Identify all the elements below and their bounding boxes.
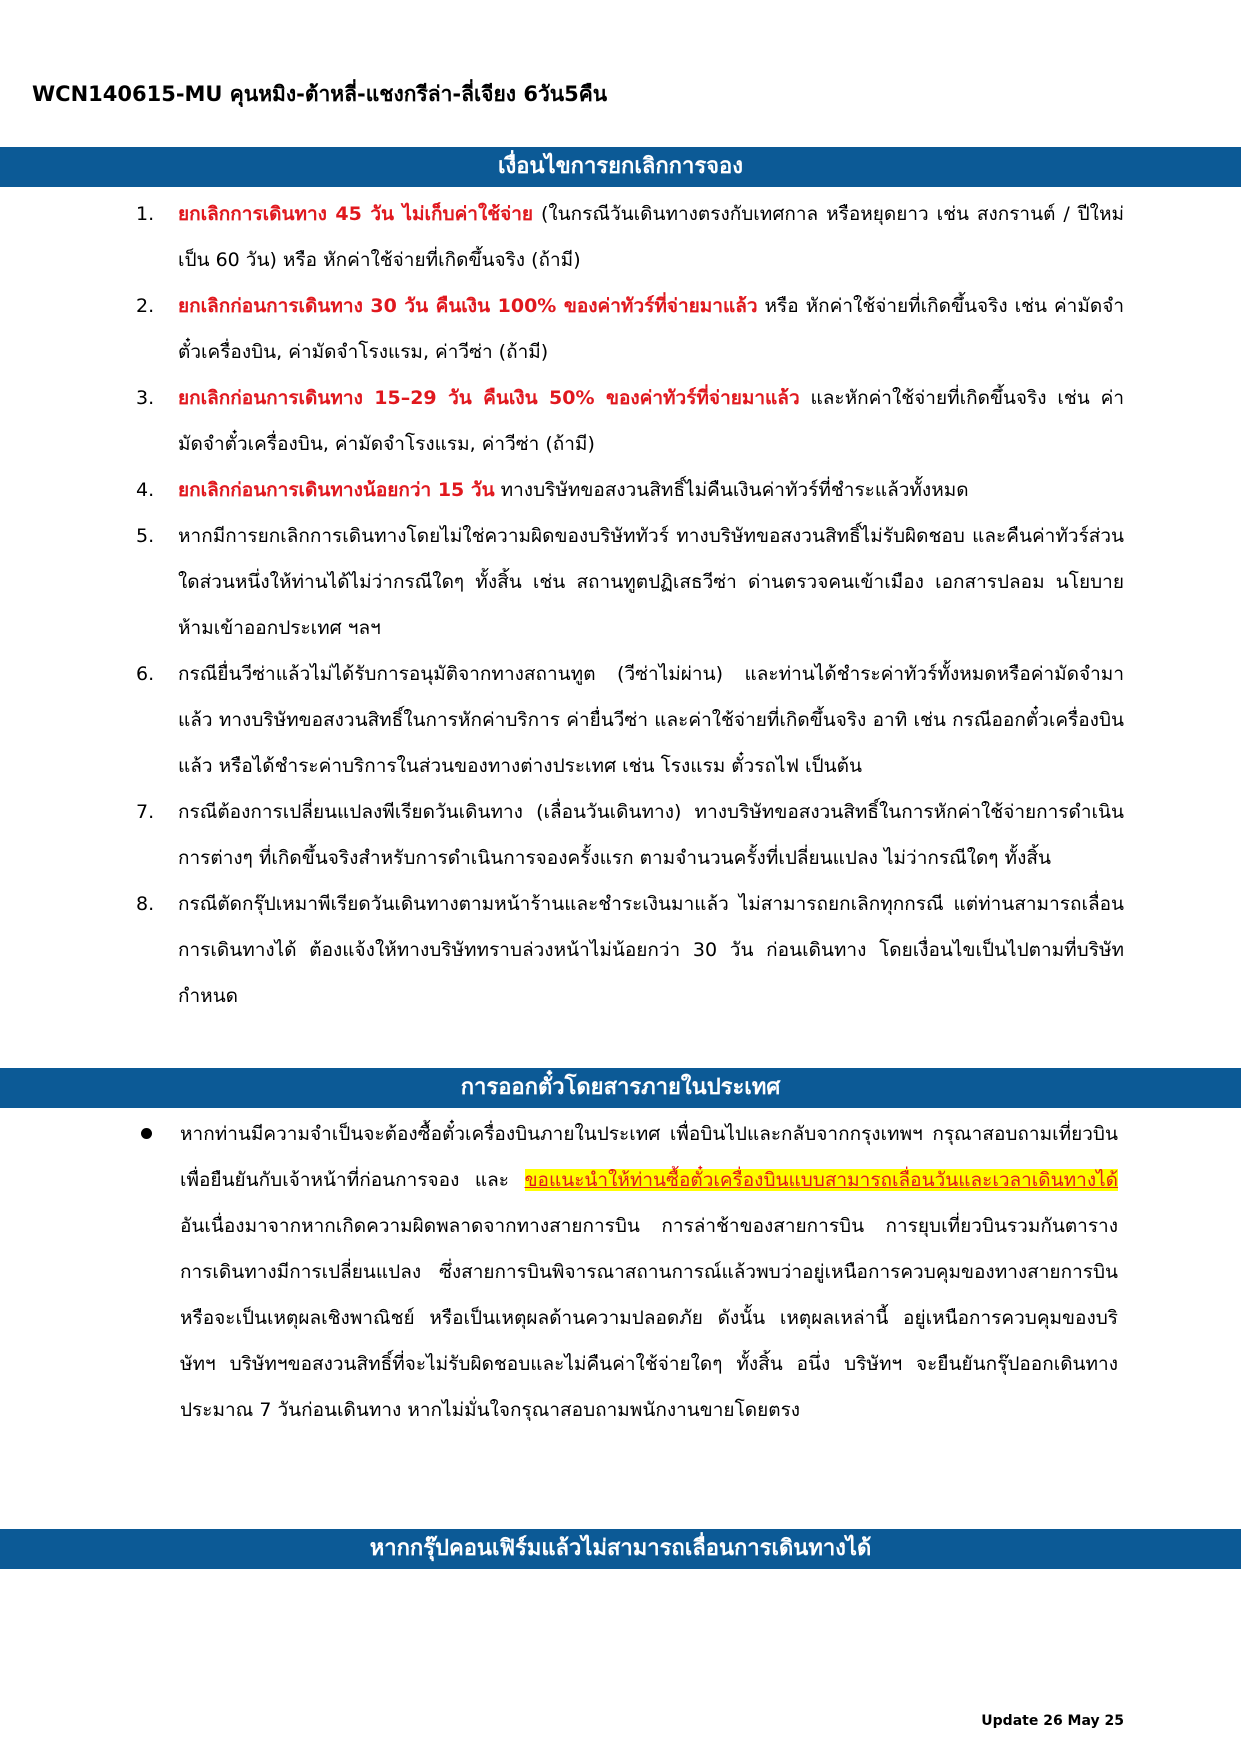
notice-text: หากท่านมีความจำเป็นจะต้องซื้อตั๋วเครื่องบินภายในประเทศ เพื่อบินไปและกลับจากกรุงเทพฯ กรุณาสอบถามเที่ยวบินเพื่อยืนยันกับเจ้าหน้าที่ก่อนการจอง และ bbox=[180, 1123, 1118, 1191]
update-date: Update 26 May 25 bbox=[981, 1713, 1124, 1729]
item-text: กรณีต้องการเปลี่ยนแปลงพีเรียดวันเดินทาง (เลื่อนวันเดินทาง) ทางบริษัทขอสงวนสิทธิ์ในการหักค่าใช้จ่ายการดำเนินการต่างๆ ที่เกิดขึ้นจริงสำหรับการดำเนินการจองครั้งแรก ตามจำนวนครั้งที่เปลี่ยนแปลง ไม่ว่ากรณีใดๆ ทั้งสิ้น bbox=[178, 801, 1124, 869]
cancellation-list bbox=[0, 191, 1241, 1019]
item-text: ทางบริษัทขอสงวนสิทธิ์ไม่คืนเงินค่าทัวร์ที่ชำระแล้วทั้งหมด bbox=[494, 479, 969, 501]
item-number: 4. bbox=[136, 479, 155, 501]
item-emphasis: ยกเลิกการเดินทาง 45 วัน ไม่เก็บค่าใช้จ่าย bbox=[178, 203, 534, 225]
list-item bbox=[0, 789, 1241, 881]
item-text: หากมีการยกเลิกการเดินทางโดยไม่ใช่ความผิดของบริษัททัวร์ ทางบริษัทขอสงวนสิทธิ์ไม่รับผิดชอบ และคืนค่าทัวร์ส่วนใดส่วนหนึ่งให้ท่านได้ไม่ว่ากรณีใดๆ ทั้งสิ้น เช่น สถานทูตปฏิเสธวีซ่า ด่านตรวจคนเข้าเมือง เอกสารปลอม นโยบายห้ามเข้าออกประเทศ ฯลฯ bbox=[178, 525, 1124, 639]
list-item bbox=[0, 375, 1241, 467]
list-item bbox=[0, 191, 1241, 283]
item-emphasis: ยกเลิกก่อนการเดินทาง 15–29 วัน คืนเงิน 50% ของค่าทัวร์ที่จ่ายมาแล้ว bbox=[178, 387, 800, 409]
list-item bbox=[0, 513, 1241, 651]
item-number: 5. bbox=[136, 525, 155, 547]
item-number: 1. bbox=[136, 203, 155, 225]
item-text: กรณีตัดกรุ๊ปเหมาพีเรียดวันเดินทางตามหน้าร้านและชำระเงินมาแล้ว ไม่สามารถยกเลิกทุกกรณี แต่ท่านสามารถเลื่อนการเดินทางได้ ต้องแจ้งให้ทางบริษัททราบล่วงหน้าไม่น้อยกว่า 30 วัน ก่อนเดินทาง โดยเงื่อนไขเป็นไปตามที่บริษัทกำหนด bbox=[178, 893, 1124, 1007]
item-text: กรณียื่นวีซ่าแล้วไม่ได้รับการอนุมัติจากทางสถานทูต (วีซ่าไม่ผ่าน) และท่านได้ชำระค่าทัวร์ทั้งหมดหรือค่ามัดจำมาแล้ว ทางบริษัทขอสงวนสิทธิ์ในการหักค่าบริการ ค่ายื่นวีซ่า และค่าใช้จ่ายที่เกิดขึ้นจริง อาทิ เช่น กรณีออกตั๋วเครื่องบินแล้ว หรือได้ชำระค่าบริการในส่วนของทางต่างประเทศ เช่น โรงแรม ตั๋วรถไฟ เป็นต้น bbox=[178, 663, 1124, 777]
list-item bbox=[0, 881, 1241, 1019]
item-text: หรือ หักค่าใช้จ่ายที่เกิดขึ้นจริง เช่น ค่ามัดจำตั๋วเครื่องบิน, ค่ามัดจำโรงแรม, ค่าวีซ่า (ถ้ามี) bbox=[178, 295, 1124, 363]
list-item bbox=[0, 651, 1241, 789]
item-text: (ในกรณีวันเดินทางตรงกับเทศกาล หรือหยุดยาว เช่น สงกรานต์ / ปีใหม่ เป็น 60 วัน) หรือ หักค่าใช้จ่ายที่เกิดขึ้นจริง (ถ้ามี) bbox=[178, 203, 1124, 271]
item-number: 6. bbox=[136, 663, 155, 685]
item-number: 3. bbox=[136, 387, 155, 409]
bullet-icon bbox=[141, 1128, 152, 1139]
group-confirmed-header: หากกรุ๊ปคอนเฟิร์มแล้วไม่สามารถเลื่อนการเดินทางได้ bbox=[0, 1529, 1241, 1569]
item-emphasis: ยกเลิกก่อนการเดินทาง 30 วัน คืนเงิน 100% ของค่าทัวร์ที่จ่ายมาแล้ว bbox=[178, 295, 758, 317]
item-number: 8. bbox=[136, 893, 155, 915]
item-text: และหักค่าใช้จ่ายที่เกิดขึ้นจริง เช่น ค่ามัดจำตั๋วเครื่องบิน, ค่ามัดจำโรงแรม, ค่าวีซ่า (ถ้ามี) bbox=[178, 387, 1124, 455]
item-emphasis: ยกเลิกก่อนการเดินทางน้อยกว่า 15 วัน bbox=[178, 479, 495, 501]
list-item bbox=[0, 467, 1241, 513]
cancellation-conditions-header: เงื่อนไขการยกเลิกการจอง bbox=[0, 147, 1241, 187]
item-number: 2. bbox=[136, 295, 155, 317]
highlighted-advice: ขอแนะนำให้ท่านซื้อตั๋วเครื่องบินแบบสามารถเลื่อนวันและเวลาเดินทางได้ bbox=[524, 1169, 1118, 1191]
document-title: WCN140615-MU คุนหมิง-ต้าหลี่-แชงกรีล่า-ลี่เจียง 6วัน5คืน bbox=[32, 82, 608, 106]
domestic-ticket-header: การออกตั๋วโดยสารภายในประเทศ bbox=[0, 1068, 1241, 1108]
notice-text-continued: อันเนื่องมาจากหากเกิดความผิดพลาดจากทางสายการบิน การล่าช้าของสายการบิน การยุบเที่ยวบินรวมกันตารางการเดินทางมีการเปลี่ยนแปลง ซึ่งสายการบินพิจารณาสถานการณ์แล้วพบว่าอยู่เหนือการควบคุมของทางสายการบิน หรือจะเป็นเหตุผลเชิงพาณิชย์ หรือเป็นเหตุผลด้านความปลอดภัย ดังนั้น เหตุผลเหล่านี้ อยู่เหนือการควบคุมของบริษัทฯ บริษัทฯขอสงวนสิทธิ์ที่จะไม่รับผิดชอบและไม่คืนค่าใช้จ่ายใดๆ ทั้งสิ้น อนึ่ง บริษัทฯ จะยืนยันกรุ๊ปออกเดินทางประมาณ 7 วันก่อนเดินทาง หากไม่มั่นใจกรุณาสอบถามพนักงานขายโดยตรง bbox=[180, 1215, 1118, 1421]
item-number: 7. bbox=[136, 801, 155, 823]
domestic-ticket-notice bbox=[0, 1111, 1241, 1433]
list-item bbox=[0, 283, 1241, 375]
